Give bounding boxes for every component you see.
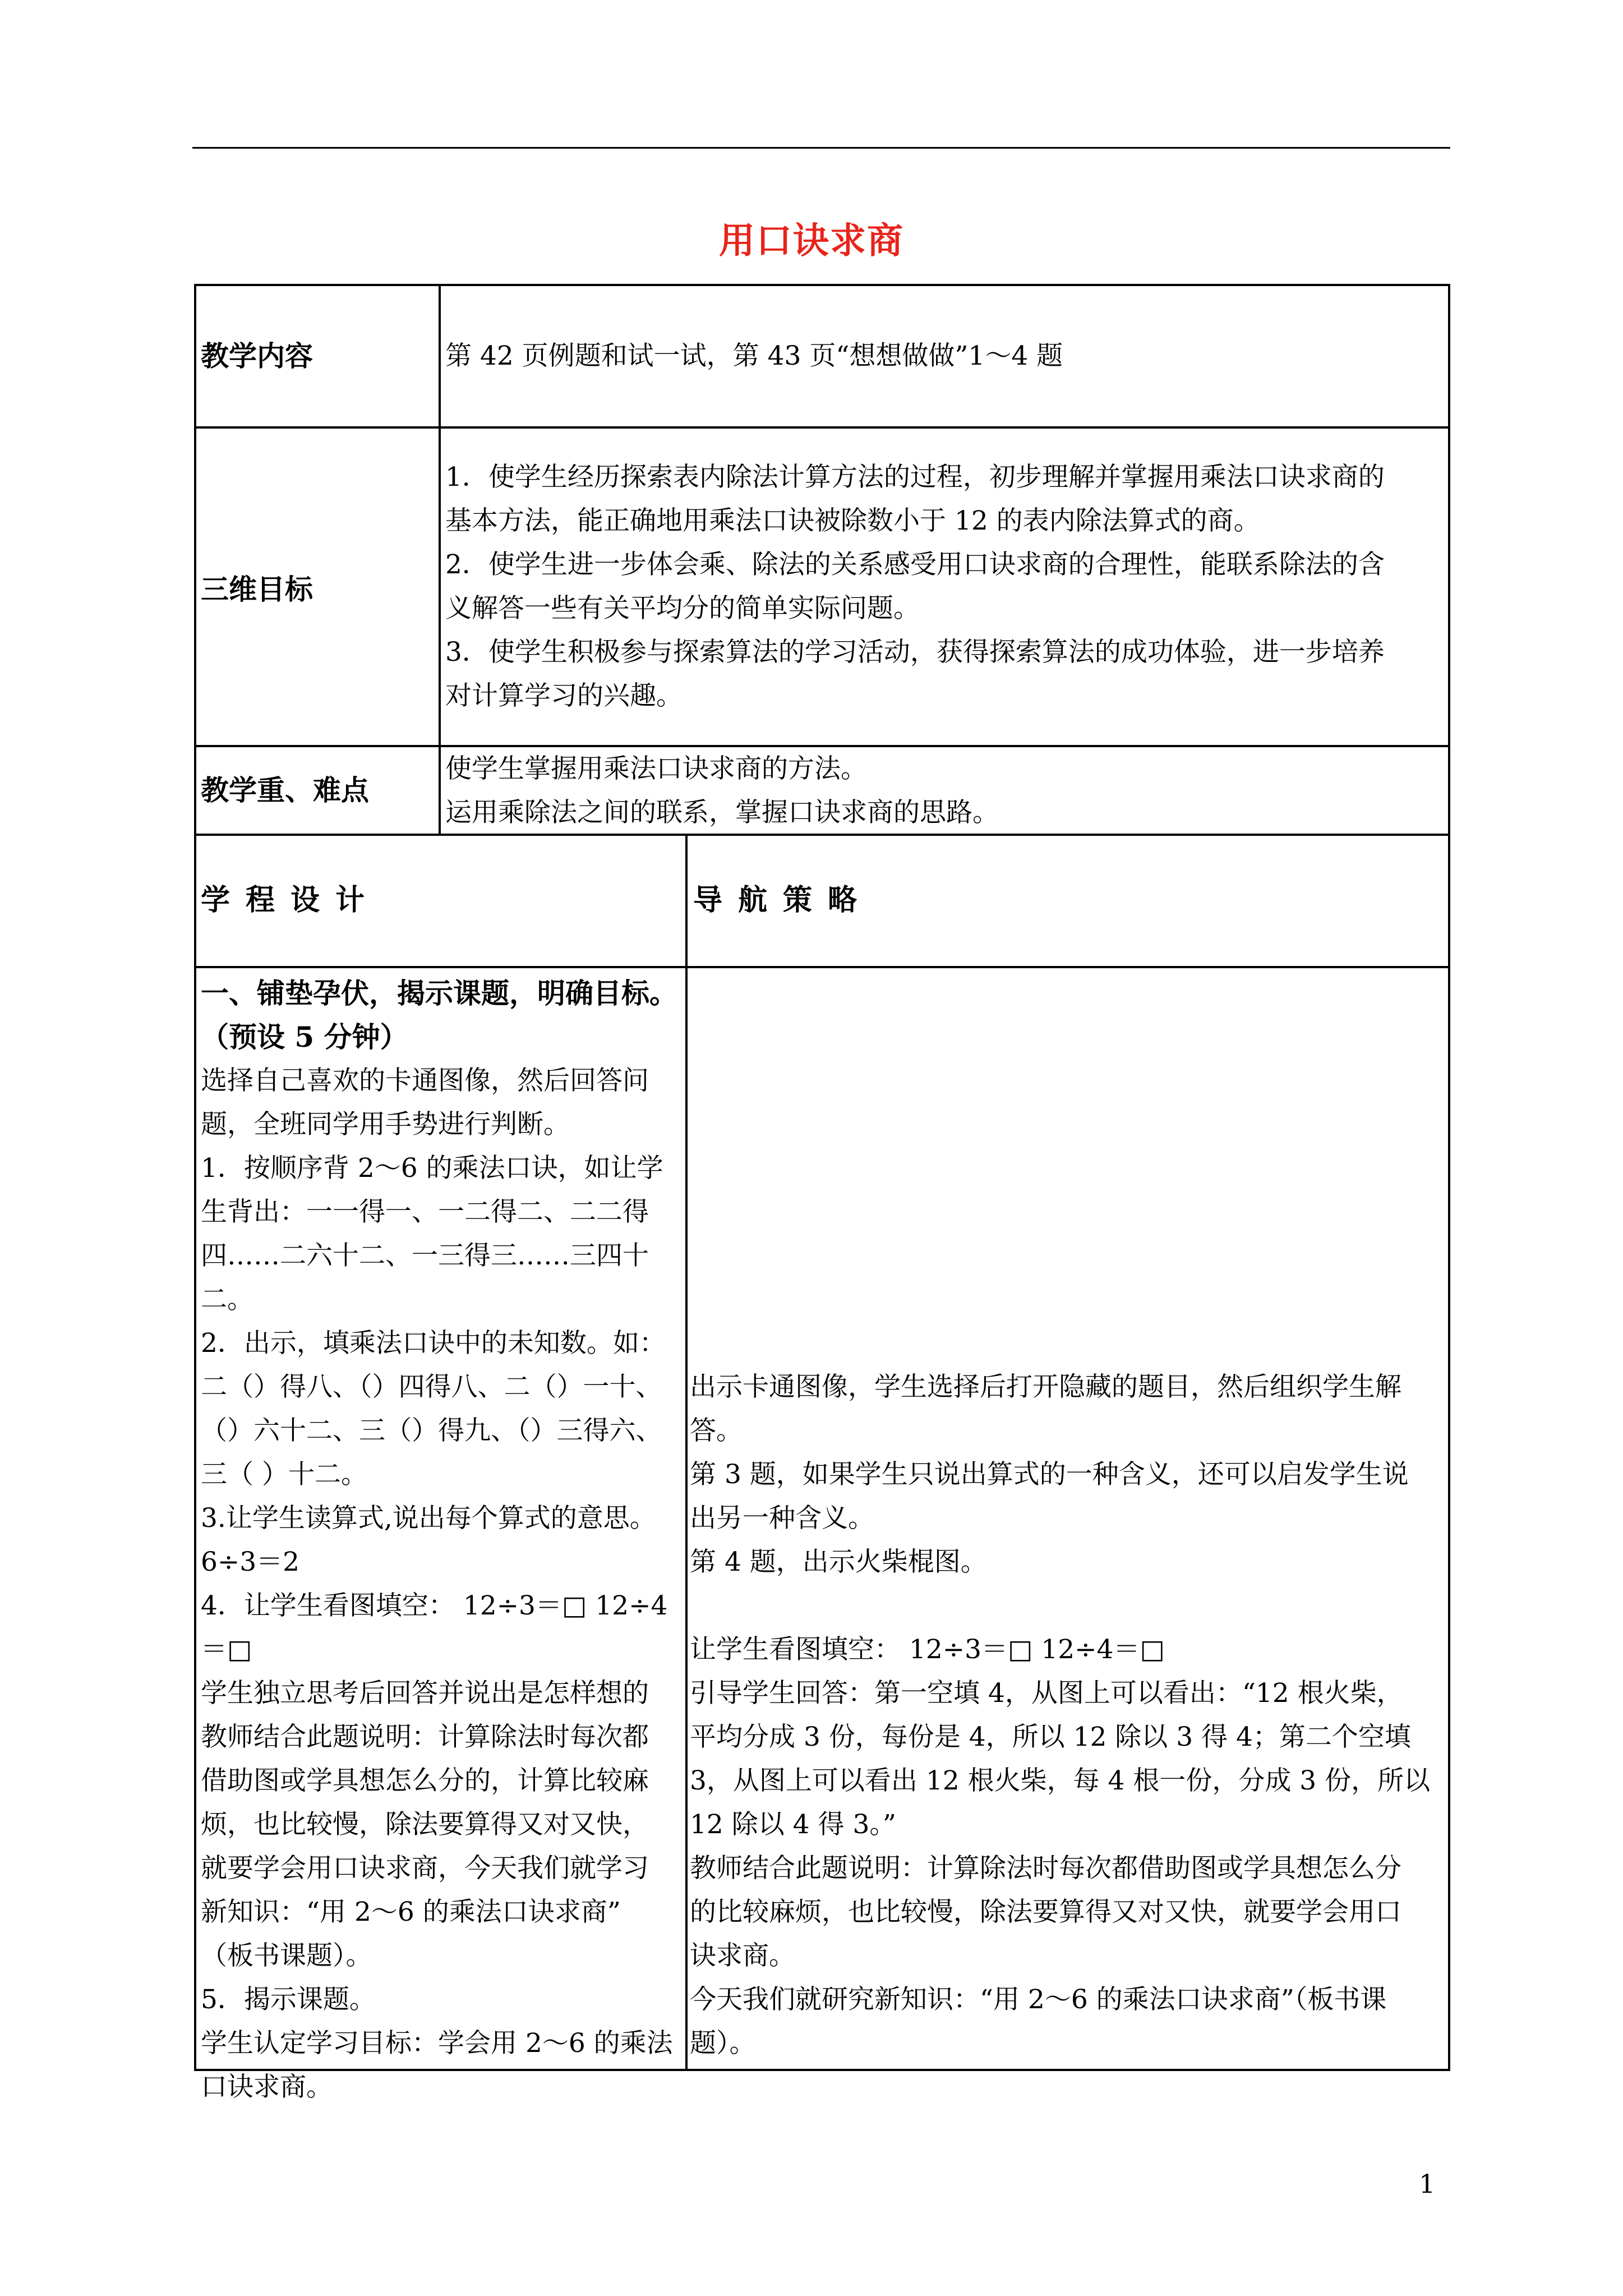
left-line: 学生认定学习目标：学会用 2～6 的乘法 <box>201 2028 673 2059</box>
goals-line: 对计算学习的兴趣。 <box>445 680 683 711</box>
right-line: 第 3 题，如果学生只说出算式的一种含义，还可以启发学生说 <box>690 1459 1409 1490</box>
row-divider <box>194 966 1450 968</box>
left-line: 二。 <box>201 1284 253 1315</box>
left-line: 学生独立思考后回答并说出是怎样想的 <box>201 1678 649 1709</box>
left-line: 就要学会用口诀求商，今天我们就学习 <box>201 1853 649 1884</box>
right-line: 让学生看图填空： 12÷3＝□ 12÷4＝□ <box>690 1634 1165 1665</box>
header-rule <box>192 147 1450 149</box>
left-line: 2．出示，填乘法口诀中的未知数。如： <box>201 1328 666 1359</box>
left-line: 口诀求商。 <box>201 2072 333 2102</box>
left-line: （）六十二、三（）得九、（）三得六、 <box>201 1415 662 1446</box>
table-border-right <box>1448 284 1450 2071</box>
keypoints-line: 运用乘除法之间的联系，掌握口诀求商的思路。 <box>445 797 999 828</box>
left-line: 3.让学生读算式,说出每个算式的意思。 <box>201 1503 656 1534</box>
left-line: 四……二六十二、一三得三……三四十 <box>201 1240 649 1271</box>
left-line: 题，全班同学用手势进行判断。 <box>201 1109 570 1140</box>
right-line-blank <box>690 1584 1445 1628</box>
goals-line: 义解答一些有关平均分的简单实际问题。 <box>445 593 920 624</box>
left-line: 4．让学生看图填空： 12÷3＝□ 12÷4 <box>201 1590 668 1621</box>
section-heading: 一、铺垫孕伏，揭示课题，明确目标。 <box>201 977 677 1010</box>
right-line: 第 4 题，出示火柴棍图。 <box>690 1547 987 1577</box>
left-line: 6÷3＝2 <box>201 1547 300 1577</box>
right-line: 出示卡通图像，学生选择后打开隐藏的题目，然后组织学生解 <box>690 1372 1401 1402</box>
left-line: （板书课题）。 <box>201 1940 372 1971</box>
left-line: 二（）得八、（）四得八、二（）一十、 <box>201 1372 662 1402</box>
right-line: 答。 <box>690 1415 743 1446</box>
right-line: 平均分成 3 份，每份是 4，所以 12 除以 3 得 4；第二个空填 <box>690 1722 1411 1752</box>
right-line: 的比较麻烦，也比较慢，除法要算得又对又快，就要学会用口 <box>690 1897 1401 1927</box>
time-estimate: （预设 5 分钟） <box>201 1020 408 1053</box>
page-number: 1 <box>1419 2169 1436 2199</box>
keypoints-label: 教学重、难点 <box>201 774 369 807</box>
left-line: 教师结合此题说明：计算除法时每次都 <box>201 1722 649 1752</box>
right-line: 教师结合此题说明：计算除法时每次都借助图或学具想怎么分 <box>690 1853 1401 1884</box>
document-title: 用口诀求商 <box>719 220 904 262</box>
left-line: ＝□ <box>201 1634 252 1665</box>
left-line: 生背出：一一得一、一二得二、二二得 <box>201 1197 649 1227</box>
goals-line: 1．使学生经历探索表内除法计算方法的过程，初步理解并掌握用乘法口诀求商的 <box>445 462 1385 493</box>
right-line: 诀求商。 <box>690 1940 795 1971</box>
content-text: 第 42 页例题和试一试，第 43 页“想想做做”1～4 题 <box>445 341 1063 371</box>
content-label: 教学内容 <box>201 339 313 372</box>
left-line: 选择自己喜欢的卡通图像，然后回答问 <box>201 1065 649 1096</box>
right-line: 3，从图上可以看出 12 根火柴，每 4 根一份，分成 3 份，所以 <box>690 1765 1431 1796</box>
lesson-plan-table <box>194 284 1450 2102</box>
right-line: 题）。 <box>690 2028 756 2059</box>
goals-line: 基本方法，能正确地用乘法口诀被除数小于 12 的表内除法算式的商。 <box>445 505 1260 536</box>
table-border-top <box>194 284 1450 286</box>
left-line: 新知识：“用 2～6 的乘法口诀求商” <box>201 1897 621 1927</box>
left-line: 5．揭示课题。 <box>201 1984 376 2015</box>
left-line: 三（ ）十二。 <box>201 1459 367 1490</box>
left-line: 烦，也比较慢，除法要算得又对又快， <box>201 1809 649 1840</box>
left-line: 1．按顺序背 2～6 的乘法口诀，如让学 <box>201 1153 663 1184</box>
left-line: 借助图或学具想怎么分的，计算比较麻 <box>201 1765 649 1796</box>
right-line: 今天我们就研究新知识：“用 2～6 的乘法口诀求商”（板书课 <box>690 1984 1387 2015</box>
goals-label: 三维目标 <box>201 573 313 606</box>
right-column-header: 导航策略 <box>693 883 873 917</box>
left-column-body <box>196 972 685 2109</box>
goals-text <box>441 455 1447 718</box>
right-line: 12 除以 4 得 3。” <box>690 1809 896 1840</box>
right-line: 引导学生回答：第一空填 4，从图上可以看出：“12 根火柴， <box>690 1678 1403 1709</box>
left-column-header: 学程设计 <box>201 883 381 917</box>
right-column-body <box>689 1365 1448 2065</box>
right-line: 出另一种含义。 <box>690 1503 874 1534</box>
goals-line: 2．使学生进一步体会乘、除法的关系感受用口诀求商的合理性，能联系除法的含 <box>445 549 1385 580</box>
keypoints-line: 使学生掌握用乘法口诀求商的方法。 <box>445 753 867 784</box>
keypoints-text <box>441 747 1447 835</box>
row-divider <box>194 426 1450 429</box>
column-divider <box>685 834 688 2071</box>
goals-line: 3．使学生积极参与探索算法的学习活动，获得探索算法的成功体验，进一步培养 <box>445 637 1385 668</box>
